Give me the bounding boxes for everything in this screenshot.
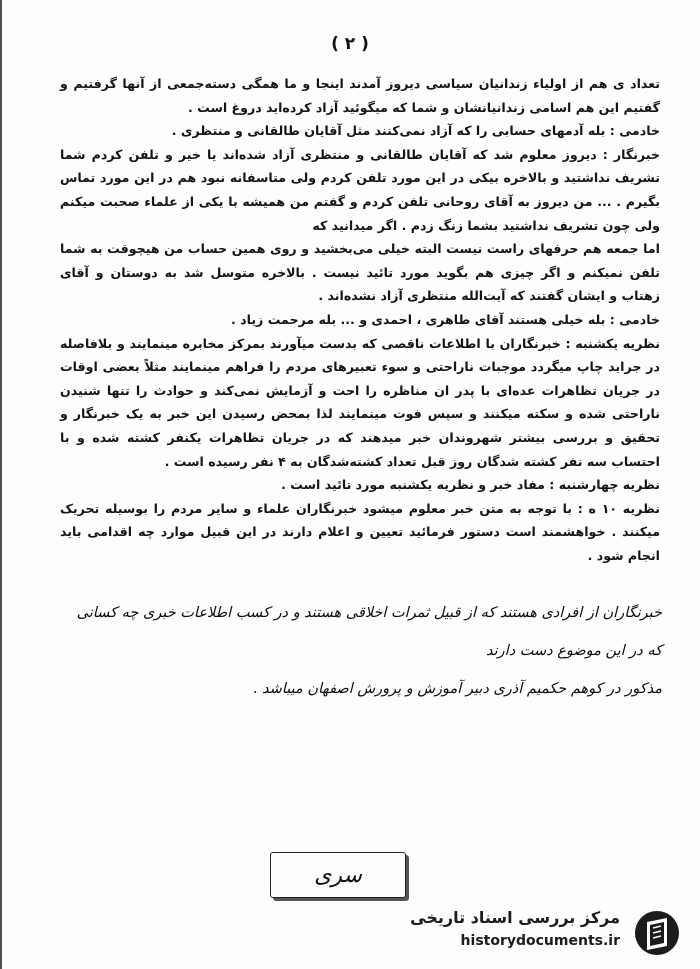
watermark-title: مرکز بررسی اسناد تاریخی: [410, 908, 620, 927]
archive-logo-icon: [632, 908, 682, 958]
paragraph: خبرنگار : دیروز معلوم شد که آقایان طالقانی و منتظری آزاد شده‌اند یا خیر و تلفن کردم شما تشریف نداشتید و بالاخره بیکی در این مورد تلفن کردم ولی متاسفانه نبود هم در این مورد تماس بگیرم . ... من دیروز به آقای روحانی تلفن کردم و گفتم من همیشه با یکی از علماء صحبت میکنم ولی چون تشریف نداشتید بشما زنگ زدم . اگر میدانید که: [60, 146, 660, 233]
paragraph: تعداد ی هم از اولیاء زندانیان سیاسی دیروز آمدند اینجا و ما همگی دسته‌جمعی از آنها گرفتیم و گفتیم این هم اسامی زندانیانشان و شما که میگوئید آزاد کرده‌اید دروغ است .: [60, 76, 660, 115]
paragraph: نظریه چهارشنبه : مفاد خبر و نظریه یکشنبه مورد تائید است .: [281, 477, 660, 493]
page-number: ( ۲ ): [331, 34, 369, 54]
scan-edge: [0, 0, 6, 969]
typed-body: [60, 72, 660, 567]
paragraph: خادمی : بله خیلی هستند آقای طاهری ، احمدی و ... بله مرحمت زیاد .: [230, 311, 660, 327]
handwritten-line: خبرنگاران از افرادی هستند که از قبیل ثمرات اخلاقی هستند و در کسب اطلاعات خبری چه کسانی که در این موضوع دست دارند: [76, 605, 662, 659]
classification-stamp: سری: [270, 852, 406, 898]
watermark-url: historydocuments.ir: [460, 933, 620, 949]
handwritten-line: مذکور در کوهم حکمیم آذری دبیر آموزش و پرورش اصفهان میباشد .: [252, 681, 662, 697]
paragraph: نظریه ۱۰ ه : با توجه به متن خبر معلوم میشود خبرنگاران علماء و سایر مردم را بوسیله تحریک میکنند . خواهشمند است دستور فرمائید تعیین و اعلام دارند در این قبیل موارد چه اقدامی باید انجام شود .: [60, 500, 660, 563]
paragraph: خادمی : بله آدمهای حسابی را که آزاد نمی‌کنند مثل آقایان طالقانی و منتظری .: [171, 123, 660, 139]
watermark: [390, 904, 690, 960]
handwritten-note: [62, 594, 662, 708]
paragraph: نظریه یکشنبه : خبرنگاران با اطلاعات ناقصی که بدست میآورند بمرکز مخابره مینمایند و بلافاصله در جراید چاپ میگردد موجبات ناراحتی و سوء تعبیرهای مردم را فراهم مینمایند مثلاً بعضی اوقات در جریان تظاهرات عده‌ای با پدر ان مناظره را احت و آزمایش نمی‌کند و حوادث را تنها شنیدن ناراحتی شده و سکته میکنند و سپس فوت مینمایند لذا بمحض رسیدن این خبر به یک خبرنگار و تحقیق و بررسی بیشتر شهروندان خبر میدهند که در جریان تظاهرات یکنفر کشته شده و با احتساب سه نفر کشته شدگان روز قبل تعداد کشته‌شدگان به ۴ نفر رسیده است .: [60, 335, 660, 469]
paragraph: اما جمعه هم حرفهای راست نیست البته خیلی می‌بخشید و روی همین حساب من هیچوقت به شما تلفن نمیکنم و اگر چیزی هم بگوید مورد تائید نیست . بالاخره متوسل شد به دوستان و آقای زهتاب و ایشان گفتند که آیت‌الله منتظری آزاد نشده‌اند .: [60, 241, 660, 304]
